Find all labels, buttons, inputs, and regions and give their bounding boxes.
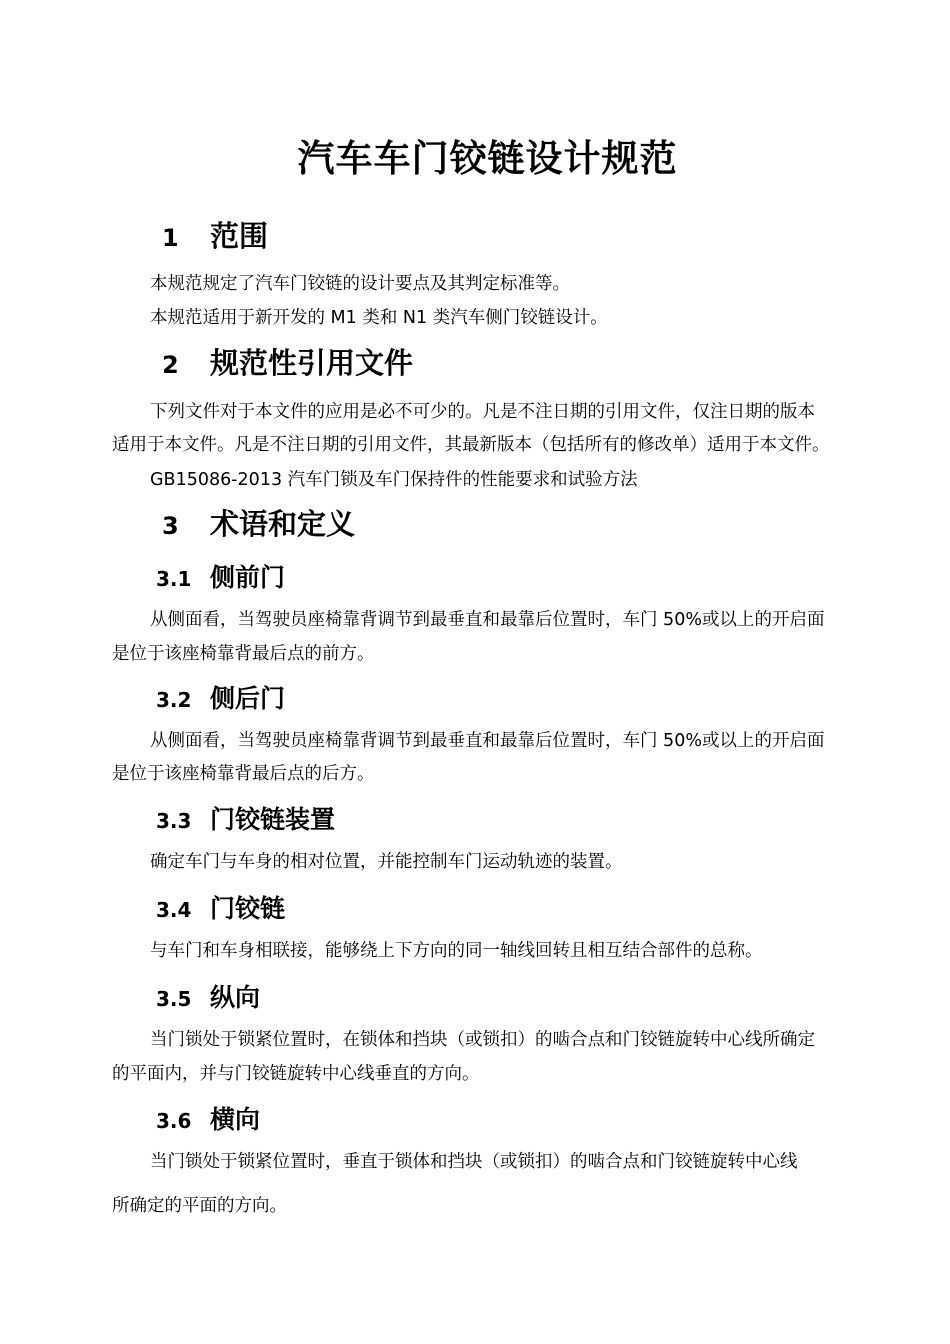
paragraph: 从侧面看，当驾驶员座椅靠背调节到最垂直和最靠后位置时，车门 50%或以上的开启面 <box>150 610 825 630</box>
subsection-number: 3.6 <box>156 1109 192 1133</box>
subsection-title: 门铰链 <box>210 894 286 923</box>
subsection-number: 3.2 <box>156 688 192 712</box>
subsection-heading-rear-side-door <box>156 679 285 715</box>
document-title: 汽车车门铰链设计规范 <box>297 137 678 180</box>
paragraph-continuation: 适用于本文件。凡是不注日期的引用文件，其最新版本（包括所有的修改单）适用于本文件。 <box>112 435 830 455</box>
section-number: 3 <box>162 512 179 540</box>
subsection-heading-front-side-door <box>156 558 285 594</box>
section-title: 术语和定义 <box>210 507 356 541</box>
paragraph-continuation: 是位于该座椅靠背最后点的后方。 <box>112 764 375 784</box>
section-title: 范围 <box>210 219 269 253</box>
paragraph-continuation: 的平面内，并与门铰链旋转中心线垂直的方向。 <box>112 1064 480 1084</box>
section-heading-normative-references <box>162 341 413 382</box>
subsection-title: 横向 <box>210 1105 261 1134</box>
section-number: 1 <box>162 224 179 252</box>
section-heading-scope <box>162 214 268 255</box>
subsection-title: 侧后门 <box>210 684 286 713</box>
paragraph: 下列文件对于本文件的应用是必不可少的。凡是不注日期的引用文件，仅注日期的版本 <box>150 402 815 422</box>
paragraph: 与车门和车身相联接，能够绕上下方向的同一轴线回转且相互结合部件的总称。 <box>150 941 763 961</box>
subsection-number: 3.1 <box>156 567 192 591</box>
subsection-heading-longitudinal <box>156 978 260 1014</box>
paragraph: 从侧面看，当驾驶员座椅靠背调节到最垂直和最靠后位置时，车门 50%或以上的开启面 <box>150 731 825 751</box>
section-number: 2 <box>162 351 179 379</box>
paragraph: 本规范规定了汽车门铰链的设计要点及其判定标准等。 <box>150 274 570 294</box>
subsection-heading-transverse <box>156 1100 260 1136</box>
subsection-heading-door-hinge <box>156 889 285 925</box>
subsection-title: 纵向 <box>210 983 261 1012</box>
paragraph: 本规范适用于新开发的 M1 类和 N1 类汽车侧门铰链设计。 <box>150 308 608 328</box>
subsection-title: 侧前门 <box>210 563 286 592</box>
paragraph-continuation: 所确定的平面的方向。 <box>112 1196 287 1216</box>
paragraph: 确定车门与车身的相对位置，并能控制车门运动轨迹的装置。 <box>150 852 623 872</box>
reference-standard: GB15086-2013 汽车门锁及车门保持件的性能要求和试验方法 <box>150 470 638 490</box>
subsection-title: 门铰链装置 <box>210 805 336 834</box>
subsection-heading-door-hinge-system <box>156 800 335 836</box>
paragraph-continuation: 是位于该座椅靠背最后点的前方。 <box>112 644 375 664</box>
section-heading-terms-definitions <box>162 502 355 543</box>
subsection-number: 3.4 <box>156 898 192 922</box>
subsection-number: 3.3 <box>156 809 192 833</box>
subsection-number: 3.5 <box>156 987 192 1011</box>
paragraph: 当门锁处于锁紧位置时，在锁体和挡块（或锁扣）的啮合点和门铰链旋转中心线所确定 <box>150 1030 815 1050</box>
section-title: 规范性引用文件 <box>210 346 414 380</box>
paragraph: 当门锁处于锁紧位置时，垂直于锁体和挡块（或锁扣）的啮合点和门铰链旋转中心线 <box>150 1152 798 1172</box>
